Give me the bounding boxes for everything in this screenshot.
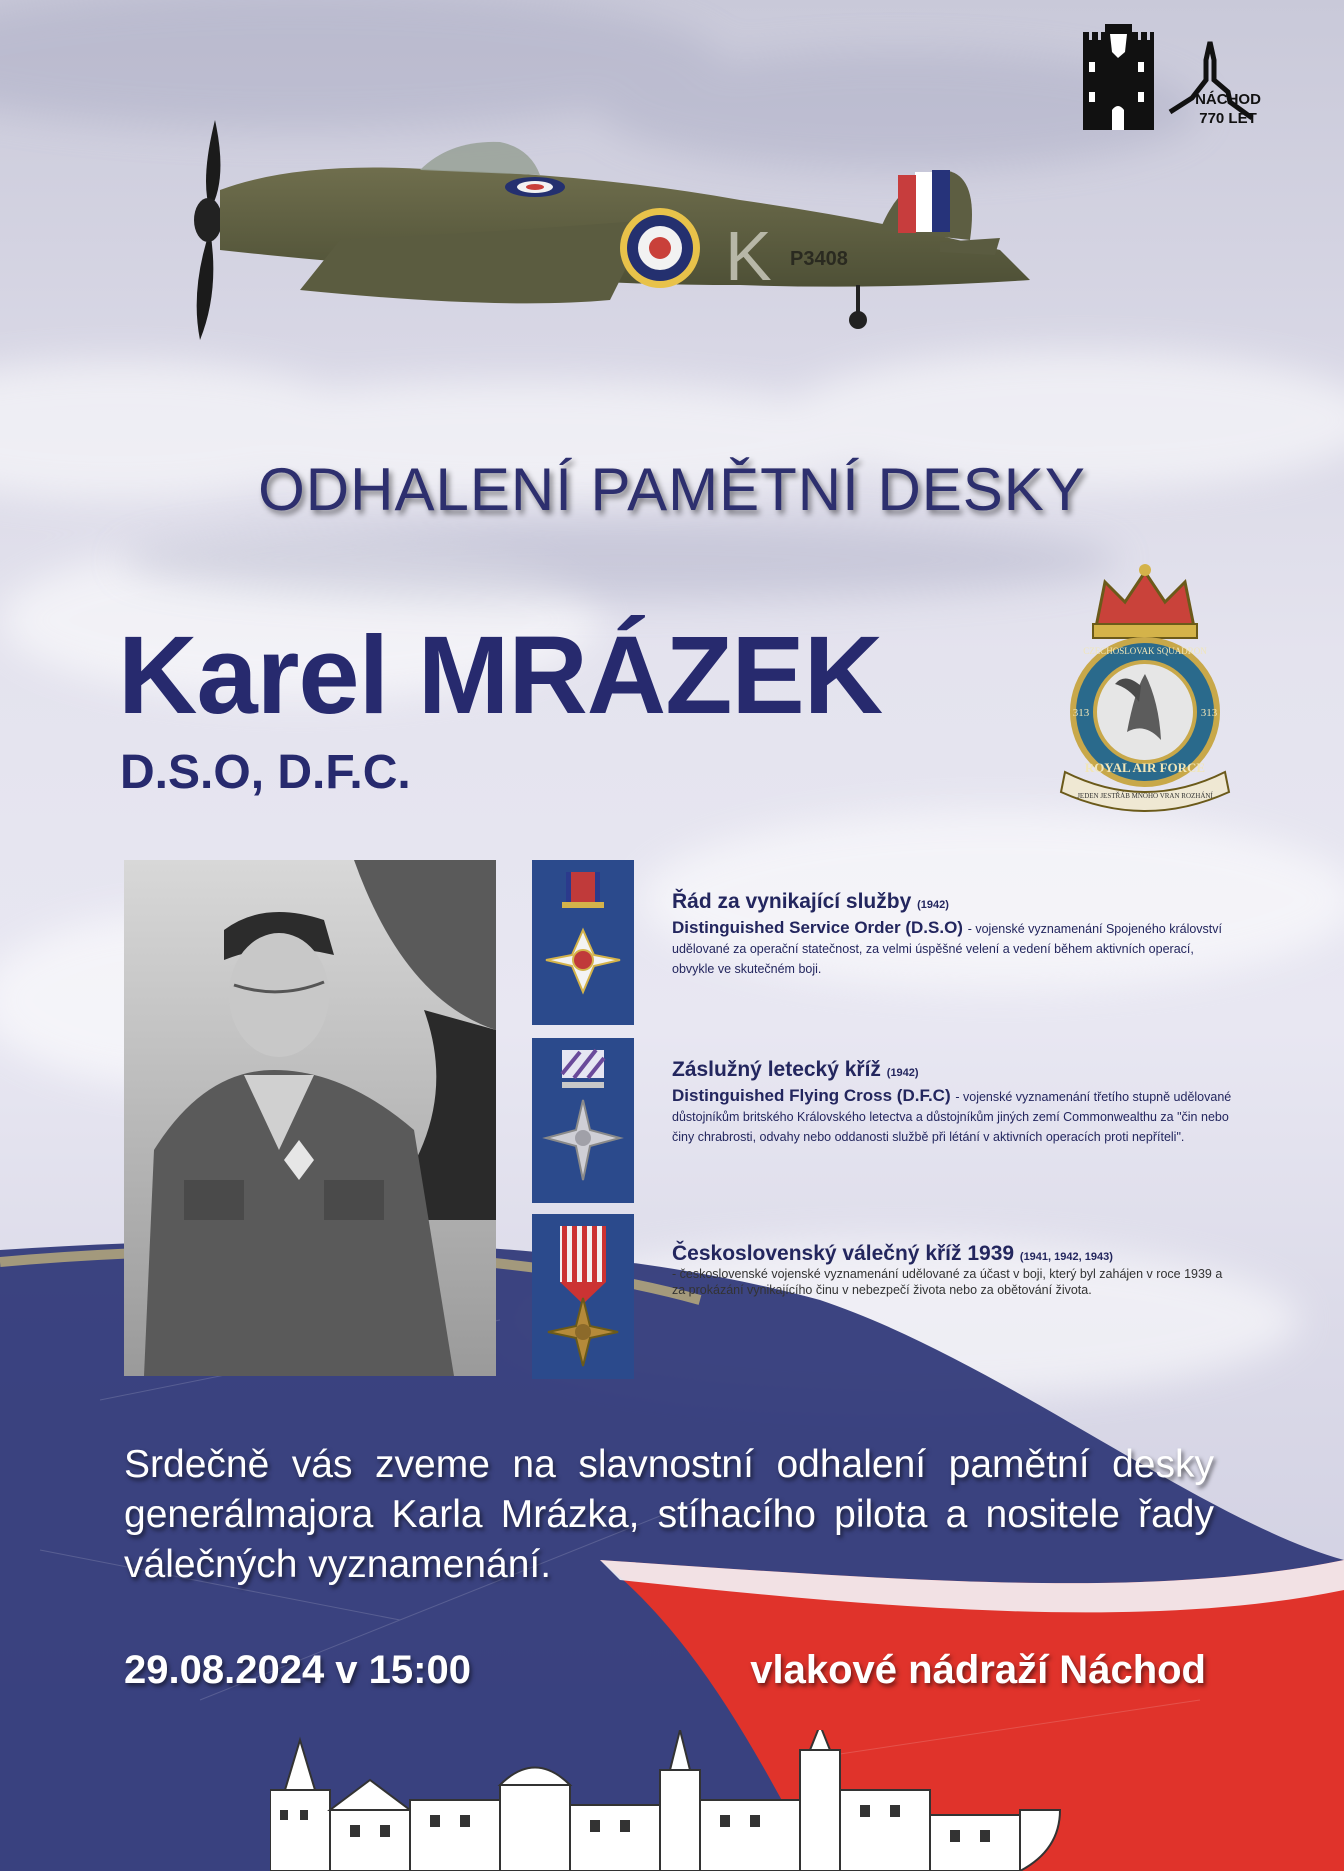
nachod-logo-text [1178,90,1278,128]
czech-war-cross-icon [532,1214,634,1379]
dso-medal-icon [532,860,634,1025]
medal-description-war-cross [672,1242,1232,1298]
logo-line2: 770 LET [1199,110,1257,127]
medal-title: Řád za vynikající služby [672,890,912,913]
pilot-portrait-photo [124,860,496,1376]
badge-top-text: CZECHOSLOVAK SQUADRON [1083,646,1207,656]
badge-number-left: 313 [1072,707,1090,719]
event-location: vlakové nádraží Náchod [750,1648,1206,1692]
event-date-time: 29.08.2024 v 15:00 [124,1648,471,1692]
medal-description-dso [672,890,1232,978]
plane-code: P3408 [790,248,848,270]
headline: ODHALENÍ PAMĚTNÍ DESKY [258,456,1086,523]
medal-subtitle: Distinguished Service Order (D.S.O) [672,918,963,937]
person-name: Karel MRÁZEK [118,614,883,737]
logo-line1: NÁCHOD [1195,91,1261,108]
town-skyline-icon [270,1730,1070,1871]
medal-subtitle: Distinguished Flying Cross (D.F.C) [672,1086,951,1105]
squadron-badge-icon [1055,562,1235,822]
dfc-medal-icon [532,1038,634,1203]
medal-text: - československé vojenské vyznamenání udělované za účast v boji, který byl zahájen v roce 1939 a za prokázání vynikajícího činu v nebezpečí života nebo za obětování života. [672,1267,1223,1297]
medal-text: - vojenské vyznamenání třetího stupně udělované důstojníkům britského Královského letectva a důstojníkům jiných zemí Commonwealthu za "čin nebo činy chrabrosti, odvahy nebo oddanosti službě při létání v aktivních operacích proti nepříteli". [672,1090,1232,1144]
badge-motto-text: JEDEN JESTŘÁB MNOHO VRAN ROZHÁNÍ [1077,792,1213,800]
plane-letter: K [725,217,772,295]
badge-number-right: 313 [1200,707,1218,719]
badge-banner-text: ROYAL AIR FORCE [1084,760,1206,775]
hurricane-plane-icon [180,120,1170,420]
medal-title: Záslužný letecký kříž [672,1058,881,1081]
person-honours: D.S.O, D.F.C. [120,746,411,799]
medal-year: (1942) [917,899,949,911]
medal-description-dfc [672,1058,1232,1146]
medal-title: Československý válečný kříž 1939 [672,1242,1015,1265]
medal-year: (1941, 1942, 1943) [1019,1251,1113,1263]
medal-text: - vojenské vyznamenání Spojeného království udělované za operační statečnost, za velmi úspěšné velení a vedení během aktivních operací, obvykle ve skutečném boji. [672,922,1223,976]
medal-year: (1942) [886,1067,919,1079]
invitation-text: Srdečně vás zveme na slavnostní odhalení pamětní desky generálmajora Karla Mrázka, stíhacího pilota a nositele řady válečných vyznamenání. [124,1443,1214,1586]
